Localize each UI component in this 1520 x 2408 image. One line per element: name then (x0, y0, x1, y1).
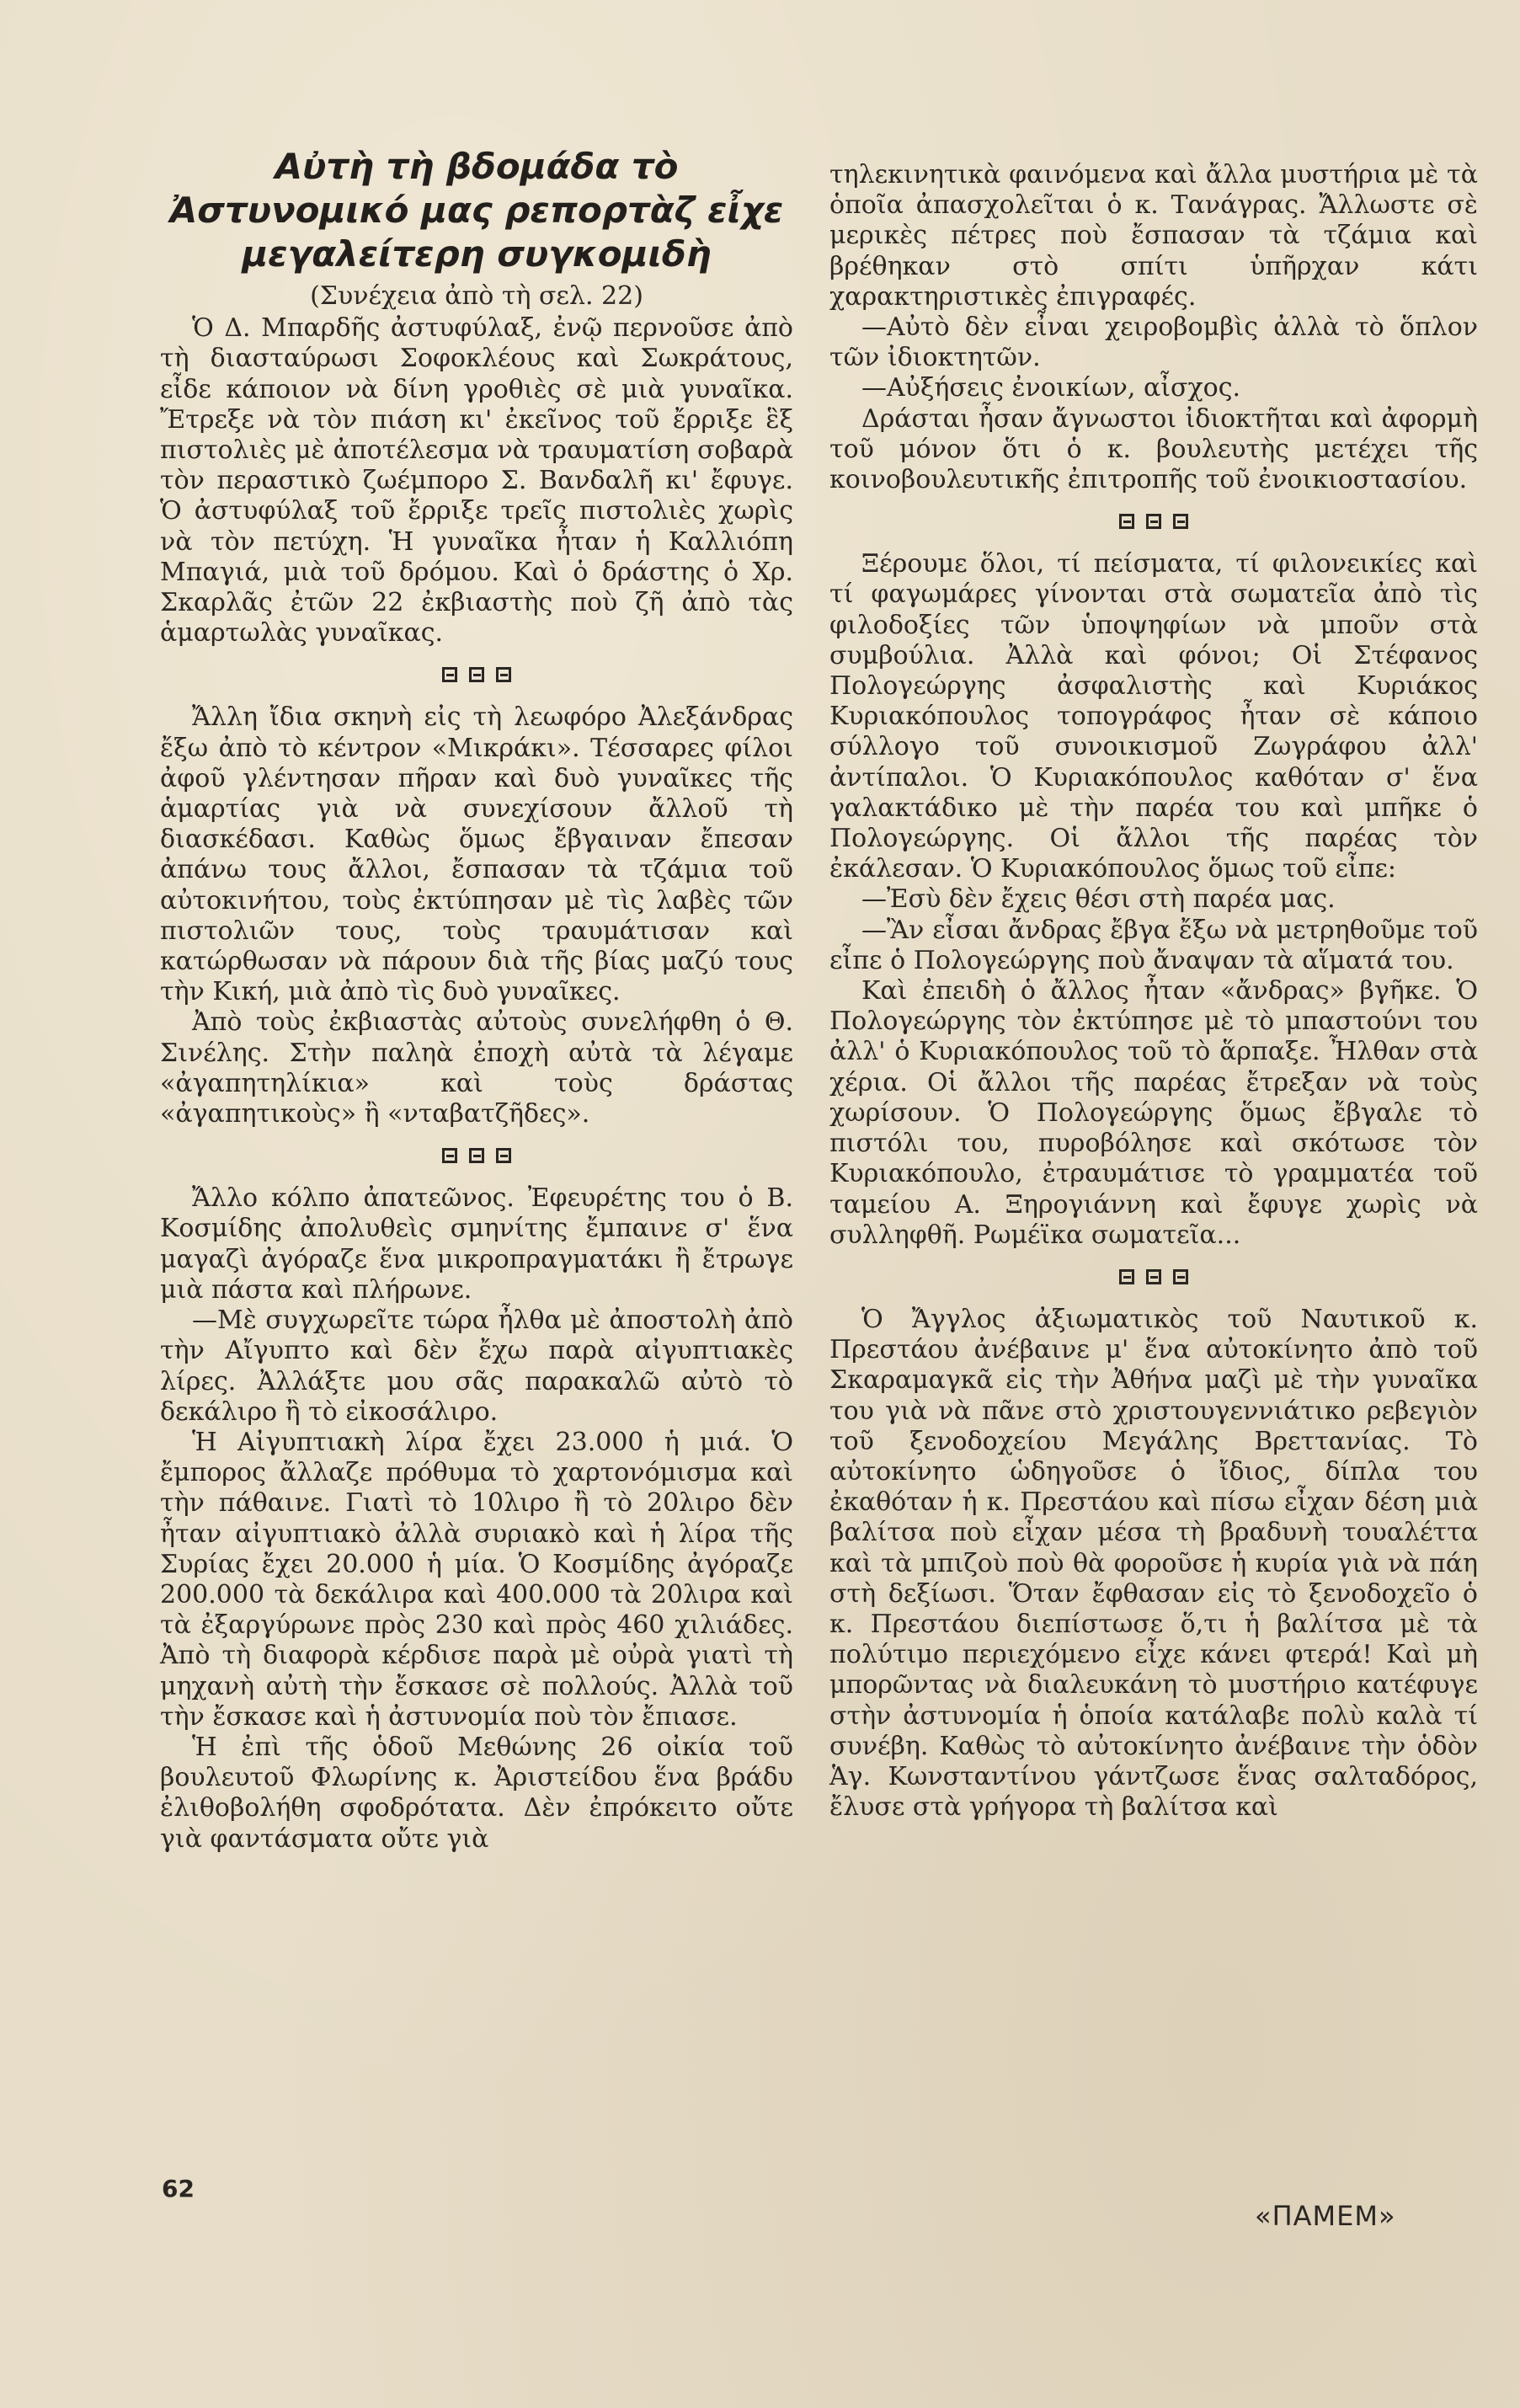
separator-mark-icon (1119, 1269, 1134, 1284)
separator-mark-icon (496, 1148, 511, 1163)
separator-mark-icon (469, 1148, 484, 1163)
separator-mark-icon (442, 667, 457, 682)
separator-mark-icon (469, 667, 484, 682)
paragraph: —Ἂν εἶσαι ἄνδρας ἔβγα ἔξω νὰ μετρηθοῦμε τοῦ εἶπε ὁ Πολογεώργης ποὺ ἄναψαν τὰ αἵματά του. (829, 915, 1478, 975)
paragraph: Ἡ ἐπὶ τῆς ὁδοῦ Μεθώνης 26 οἰκία τοῦ βουλευτοῦ Φλωρίνης κ. Ἀριστείδου ἕνα βράδυ ἐλιθοβολήθη σφοδρότατα. Δὲν ἐπρόκειτο οὔτε γιὰ φαντάσματα οὔτε γιὰ (160, 1732, 793, 1854)
paragraph: Ἄλλο κόλπο ἀπατεῶνος. Ἐφευρέτης του ὁ Β. Κοσμίδης ἀπολυθεὶς σμηνίτης ἔμπαινε σ' ἕνα μαγαζὶ ἀγόραζε ἕνα μικροπραγματάκι ἢ ἔτρωγε μιὰ πάστα καὶ πλήρωνε. (160, 1183, 793, 1305)
section-separator (160, 667, 793, 682)
paragraph: Ἡ Αἰγυπτιακὴ λίρα ἔχει 23.000 ἡ μιά. Ὁ ἔμπορος ἄλλαζε πρόθυμα τὸ χαρτονόμισμα καὶ τὴν πάθαινε. Γιατὶ τὸ 10λιρο ἢ τὸ 20λιρο δὲν ἦταν αἰγυπτιακὸ ἀλλὰ συριακὸ καὶ ἡ λίρα τῆς Συρίας ἔχει 20.000 ἡ μία. Ὁ Κοσμίδης ἀγόραζε 200.000 τὰ δεκάλιρα καὶ 400.000 τὰ 20λιρα καὶ τὰ ἐξαργύρωνε πρὸς 230 καὶ πρὸς 460 χιλιάδες. Ἀπὸ τὴ διαφορὰ κέρδισε παρὰ μὲ οὐρὰ γιατὶ τὴ μηχανὴ αὐτὴ τὴν ἔσκασε σὲ πολλούς. Ἀλλὰ τοῦ τὴν ἔσκασε καὶ ἡ ἀστυνομία ποὺ τὸν ἔπιασε. (160, 1427, 793, 1732)
separator-mark-icon (496, 667, 511, 682)
magazine-name: «ΠΑΜΕΜ» (1255, 2200, 1396, 2232)
paragraph: Δράσται ἦσαν ἄγνωστοι ἰδιοκτῆται καὶ ἀφορμὴ τοῦ μόνον ὅτι ὁ κ. βουλευτὴς μετέχει τῆς κοινοβουλευτικῆς ἐπιτροπῆς τοῦ ἐνοικιοστασίου. (829, 403, 1478, 495)
paragraph: —Ἐσὺ δὲν ἔχεις θέσι στὴ παρέα μας. (861, 884, 1336, 915)
section-separator (829, 514, 1478, 529)
article-headline: Αὐτὴ τὴ βδομάδα τὸ Ἀστυνομικό μας ρεπορτὰζ εἶχε μεγαλείτερη συγκομιδὴ (169, 146, 784, 275)
paragraph: τηλεκινητικὰ φαινόμενα καὶ ἄλλα μυστήρια μὲ τὰ ὁποῖα ἀπασχολεῖται ὁ κ. Τανάγρας. Ἄλλωστε σὲ μερικὲς πέτρες ποὺ ἔσπασαν τὰ τζάμια καὶ βρέθηκαν στὸ σπίτι ὑπῆρχαν κάτι χαρακτηριστικὲς ἐπιγραφές. (829, 160, 1478, 312)
paragraph: Ξέρουμε ὅλοι, τί πείσματα, τί φιλονεικίες καὶ τί φαγωμάρες γίνονται στὰ σωματεῖα ἀπὸ τὶς φιλοδοξίες τῶν ὑποψηφίων νὰ μποῦν στὰ συμβούλια. Ἀλλὰ καὶ φόνοι; Οἱ Στέφανος Πολογεώργης ἀσφαλιστὴς καὶ Κυριάκος Κυριακόπουλος τοπογράφος ἦταν σὲ κάποιο σύλλογο τοῦ συνοικισμοῦ Ζωγράφου ἀλλ' ἀντίπαλοι. Ὁ Κυριακόπουλος καθόταν σ' ἕνα γαλακτάδικο μὲ τὴν παρέα του καὶ μπῆκε ὁ Πολογεώργης. Οἱ ἄλλοι τῆς παρέας τὸν ἐκάλεσαν. Ὁ Κυριακόπουλος ὅμως τοῦ εἶπε: (829, 549, 1478, 884)
separator-mark-icon (1173, 1269, 1188, 1284)
paragraph: —Αὐξήσεις ἐνοικίων, αἶσχος. (861, 373, 1241, 403)
page-number: 62 (162, 2175, 195, 2202)
separator-mark-icon (1146, 1269, 1161, 1284)
section-separator (829, 1269, 1478, 1284)
paragraph: Ἄλλη ἴδια σκηνὴ εἰς τὴ λεωφόρο Ἀλεξάνδρας ἔξω ἀπὸ τὸ κέντρον «Μικράκι». Τέσσαρες φίλοι ἀφοῦ γλέντησαν πῆραν καὶ δυὸ γυναῖκες τῆς ἁμαρτίας γιὰ νὰ συνεχίσουν ἄλλοῦ τὴ διασκέδασι. Καθὼς ὅμως ἔβγαιναν ἔπεσαν ἀπάνω τους ἄλλοι, ἔσπασαν τὰ τζάμια τοῦ αὐτοκινήτου, τοὺς ἐκτύπησαν μὲ τὶς λαβὲς τῶν πιστολιῶν τους, τοὺς τραυμάτισαν καὶ κατώρθωσαν νὰ πάρουν διὰ τῆς βίας μαζύ τους τὴν Κική, μιὰ ἀπὸ τὶς δυὸ γυναῖκες. (160, 702, 793, 1007)
separator-mark-icon (1173, 514, 1188, 529)
section-separator (160, 1148, 793, 1163)
paragraph: Ὁ Δ. Μπαρδῆς ἀστυφύλαξ, ἐνῷ περνοῦσε ἀπὸ τὴ διασταύρωσι Σοφοκλέους καὶ Σωκράτους, εἶδε κάποιον νὰ δίνη γροθιὲς σὲ μιὰ γυναῖκα. Ἔτρεξε νὰ τὸν πιάση κι' ἐκεῖνος τοῦ ἔρριξε ἓξ πιστολιὲς μὲ ἀποτέλεσμα νὰ τραυματίση σοβαρὰ τὸν περαστικὸ ζωέμπορο Σ. Βανδαλῆ κι' ἔφυγε. Ὁ ἀστυφύλαξ τοῦ ἔρριξε τρεῖς πιστολιὲς χωρὶς νὰ τὸν πετύχη. Ἡ γυναῖκα ἦταν ἡ Καλλιόπη Μπαγιά, μιὰ τοῦ δρόμου. Καὶ ὁ δράστης ὁ Χρ. Σκαρλᾶς ἐτῶν 22 ἐκβιαστὴς ποὺ ζῆ ἀπὸ τὰς ἁμαρτωλὰς γυναῖκας. (160, 313, 793, 649)
right-column (829, 160, 1478, 1823)
continuation-note: (Συνέχεια ἀπὸ τὴ σελ. 22) (310, 281, 643, 311)
separator-mark-icon (1119, 514, 1134, 529)
paragraph: Καὶ ἐπειδὴ ὁ ἄλλος ἦταν «ἄνδρας» βγῆκε. Ὁ Πολογεώργης τὸν ἐκτύπησε μὲ τὸ μπαστούνι του ἀλλ' ὁ Κυριακόπουλος τοῦ τὸ ἅρπαξε. Ἦλθαν στὰ χέρια. Οἱ ἄλλοι τῆς παρέας ἔτρεξαν νὰ τοὺς χωρίσουν. Ὁ Πολογεώργης ὅμως ἔβγαλε τὸ πιστόλι του, πυροβόλησε καὶ σκότωσε τὸν Κυριακόπουλο, ἐτραυμάτισε τὸ γραμματέα τοῦ ταμείου Α. Ξηρογιάννη καὶ ἔφυγε χωρὶς νὰ συλληφθῆ. Ρωμέϊκα σωματεῖα... (829, 976, 1478, 1250)
paragraph: Ἀπὸ τοὺς ἐκβιαστὰς αὐτοὺς συνελήφθη ὁ Θ. Σινέλης. Στὴν παληὰ ἐποχὴ αὐτὰ τὰ λέγαμε «ἀγαπητηλίκια» καὶ τοὺς δράστας «ἀγαπητικοὺς» ἢ «νταβατζῆδες». (160, 1007, 793, 1129)
paragraph: —Αὐτὸ δὲν εἶναι χειροβομβὶς ἀλλὰ τὸ ὅπλον τῶν ἰδιοκτητῶν. (829, 312, 1478, 373)
separator-mark-icon (1146, 514, 1161, 529)
separator-mark-icon (442, 1148, 457, 1163)
left-column (160, 145, 793, 1855)
paragraph: Ὁ Ἄγγλος ἀξιωματικὸς τοῦ Ναυτικοῦ κ. Πρεστάου ἀνέβαινε μ' ἕνα αὐτοκίνητο ἀπὸ τοῦ Σκαραμαγκᾶ εἰς τὴν Ἀθήνα μαζὶ μὲ τὴν γυναῖκα του γιὰ νὰ πᾶνε στὸ χριστουγεννιάτικο ρεβεγιὸν τοῦ ξενοδοχείου Μεγάλης Βρεττανίας. Τὸ αὐτοκίνητο ὡδηγοῦσε ὁ ἴδιος, δίπλα του ἐκαθόταν ἡ κ. Πρεστάου καὶ πίσω εἶχαν δέση μιὰ βαλίτσα ποὺ εἶχαν μέσα τὴ βραδυνὴ τουαλέττα καὶ τὰ μπιζοὺ ποὺ θὰ φοροῦσε ἡ κυρία γιὰ νὰ πάη στὴ δεξίωσι. Ὅταν ἔφθασαν εἰς τὸ ξενοδοχεῖο ὁ κ. Πρεστάου διεπίστωσε ὅ,τι ἡ βαλίτσα μὲ τὰ πολύτιμο περιεχόμενο εἶχε κάνει φτερά! Καὶ μὴ μπορῶντας νὰ διαλευκάνη τὸ μυστήριο κατέφυγε στὴν ἀστυνομία ἡ ὁποία κατάλαβε πολὺ καλὰ τί συνέβη. Καθὼς τὸ αὐτοκίνητο ἀνέβαινε τὴν ὁδὸν Ἁγ. Κωνσταντίνου γάντζωσε ἕνας σαλταδόρος, ἔλυσε στὰ γρήγορα τὴ βαλίτσα καὶ (829, 1304, 1478, 1823)
paragraph: —Μὲ συγχωρεῖτε τώρα ἦλθα μὲ ἀποστολὴ ἀπὸ τὴν Αἴγυπτο καὶ δὲν ἔχω παρὰ αἰγυπτιακὲς λίρες. Ἀλλάξτε μου σᾶς παρακαλῶ αὐτὸ τὸ δεκάλιρο ἢ τὸ εἰκοσάλιρο. (160, 1305, 793, 1427)
